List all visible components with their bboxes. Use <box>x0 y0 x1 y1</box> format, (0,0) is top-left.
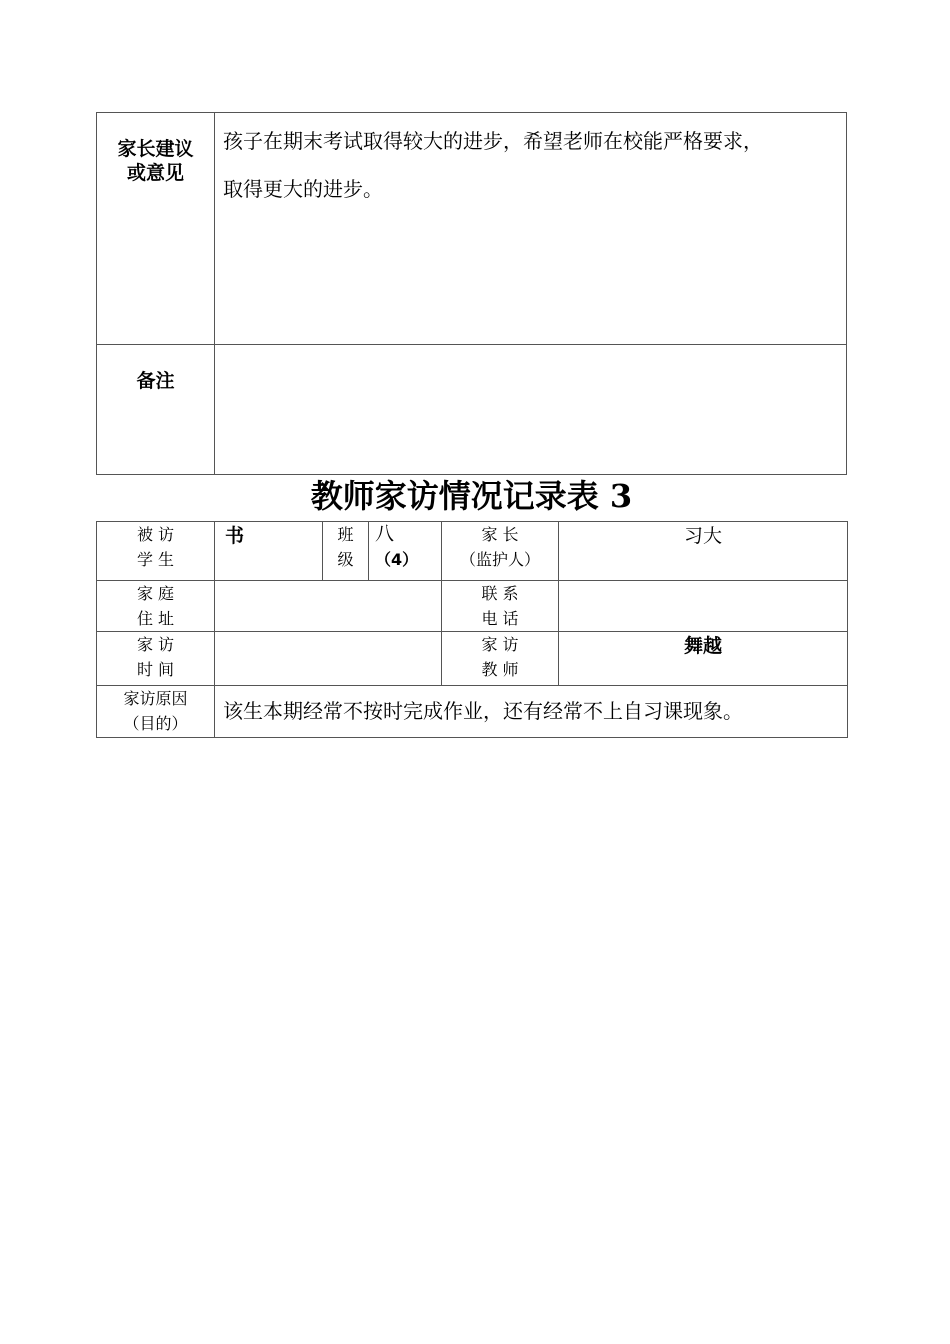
address-label-cell <box>97 581 215 632</box>
suggestion-text-line1: 孩子在期末考试取得较大的进步，希望老师在校能严格要求， <box>223 129 763 153</box>
reason-label-line2: （目的） <box>123 714 188 733</box>
parent-value: 习大 <box>559 522 848 581</box>
suggestion-label-line1: 家长建议 <box>117 138 194 160</box>
reason-value: 该生本期经常不按时完成作业，还有经常不上自习课现象。 <box>215 686 848 738</box>
class-label-cell <box>323 522 369 581</box>
phone-label-cell <box>442 581 559 632</box>
class-value-line1: 八 <box>375 523 395 545</box>
student-label-cell <box>97 522 215 581</box>
remarks-row <box>97 345 847 475</box>
suggestion-row <box>97 113 847 345</box>
suggestion-label-line2: 或意见 <box>126 162 184 184</box>
phone-label-line1: 联 系 <box>481 584 519 603</box>
student-value: 书 <box>215 522 323 581</box>
time-label-cell <box>97 632 215 686</box>
parent-label-line1: 家 长 <box>481 525 519 544</box>
parent-label-cell <box>442 522 559 581</box>
home-visit-record-table <box>96 521 848 738</box>
time-label-line1: 家 访 <box>136 635 175 654</box>
teacher-label-line2: 教 师 <box>481 660 519 679</box>
phone-label-line2: 电 话 <box>481 609 519 628</box>
class-label-line1: 班 <box>337 525 354 544</box>
time-value <box>215 632 442 686</box>
address-row <box>97 581 848 632</box>
teacher-label-line1: 家 访 <box>481 635 519 654</box>
student-row <box>97 522 848 581</box>
reason-label-cell <box>97 686 215 738</box>
parent-feedback-table <box>96 112 847 475</box>
remarks-value-cell <box>215 345 847 475</box>
student-label-line2: 学 生 <box>136 550 175 569</box>
form-title: 教师家访情况记录表 3 <box>310 477 633 515</box>
teacher-value: 舞越 <box>559 632 848 686</box>
suggestion-text-line2: 取得更大的进步。 <box>223 177 383 201</box>
visit-time-row <box>97 632 848 686</box>
class-value-cell <box>369 522 442 581</box>
suggestion-label-cell <box>97 113 215 345</box>
student-label-line1: 被 访 <box>136 525 175 544</box>
reason-label-line1: 家访原因 <box>123 689 188 708</box>
address-label-line2: 住 址 <box>136 609 175 628</box>
visit-reason-row <box>97 686 848 738</box>
suggestion-value-cell <box>215 113 847 345</box>
teacher-label-cell <box>442 632 559 686</box>
remarks-label: 备注 <box>136 370 175 392</box>
class-label-line2: 级 <box>337 550 354 569</box>
remarks-label-cell <box>97 345 215 475</box>
address-label-line1: 家 庭 <box>136 584 175 603</box>
parent-label-line2: （监护人） <box>459 550 540 569</box>
phone-value <box>559 581 848 632</box>
address-value <box>215 581 442 632</box>
time-label-line2: 时 间 <box>136 660 175 679</box>
class-value-line2: （4） <box>375 550 419 569</box>
